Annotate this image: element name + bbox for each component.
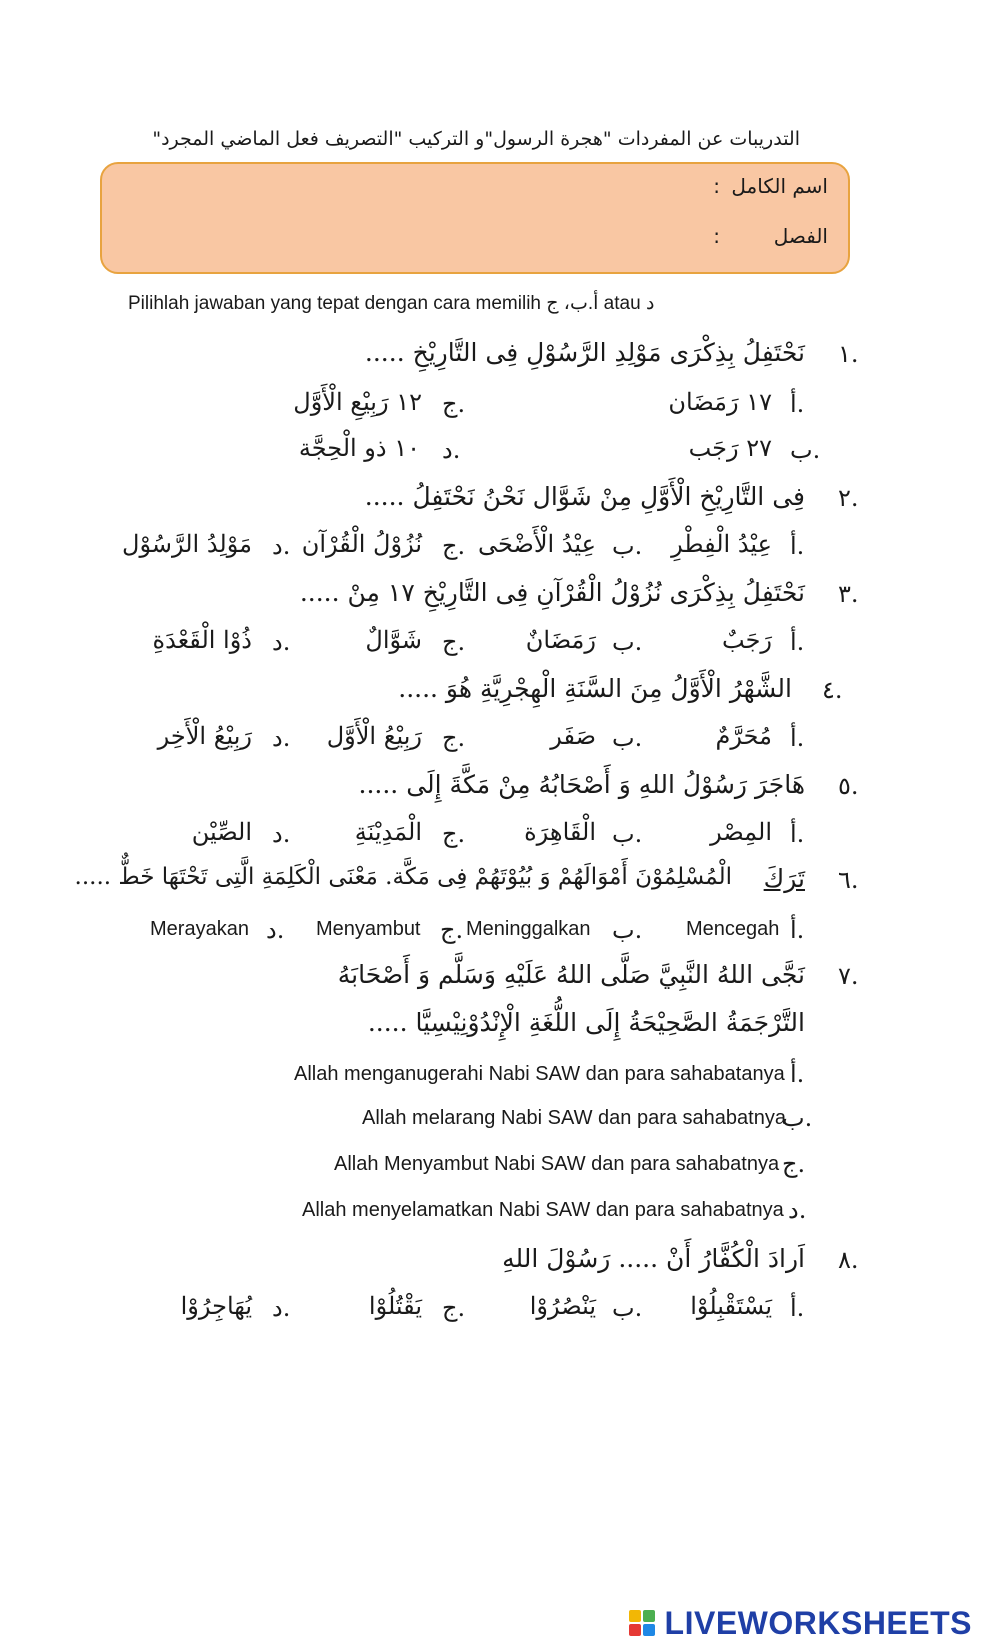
option-text-3a[interactable]: رَجَبٌ — [722, 626, 772, 654]
option-text-8a[interactable]: يَسْتَقْبِلُوْا — [690, 1292, 772, 1320]
question-number-7: ٧. — [838, 962, 859, 990]
option-text-8c[interactable]: يَقْتُلُوْا — [368, 1292, 422, 1320]
option-text-2d[interactable]: مَوْلِدُ الرَّسُوْل — [122, 530, 252, 558]
option-text-7c[interactable]: Allah Menyambut Nabi SAW dan para sahabatnya — [334, 1153, 780, 1175]
option-letter-2d[interactable]: د. — [272, 532, 291, 560]
option-text-1a[interactable]: ١٧ رَمَضَان — [668, 388, 772, 416]
option-letter-4c[interactable]: ج. — [442, 724, 466, 752]
option-letter-1a[interactable]: أ. — [790, 390, 805, 418]
option-text-5d[interactable]: الصِّيْن — [191, 818, 252, 846]
question-text-1: نَحْتَفِلُ بِذِكْرَى مَوْلِدِ الرَّسُوْلِ فِى التَّارِيْخِ ..... — [364, 338, 805, 367]
option-letter-4a[interactable]: أ. — [790, 724, 805, 752]
option-text-6c[interactable]: Menyambut — [316, 918, 421, 940]
logo-icon — [629, 1610, 659, 1638]
name-label: اسم الكامل — [731, 174, 828, 198]
option-letter-7d[interactable]: د. — [788, 1196, 807, 1224]
class-label: الفصل — [773, 224, 828, 248]
option-letter-4b[interactable]: ب. — [612, 724, 643, 752]
question-text-8: اَرادَ الْكُفَّارُ أَنْ ..... رَسُوْلَ اللهِ — [502, 1244, 805, 1273]
option-letter-8d[interactable]: د. — [272, 1294, 291, 1322]
option-letter-6d[interactable]: د. — [266, 916, 285, 944]
option-text-2c[interactable]: نُزُوْلُ الْقُرْآن — [301, 530, 422, 558]
question-text-7-line2: التَّرْجَمَةُ الصَّحِيْحَةُ إِلَى اللُّغَةِ الْإِنْدُوْنِيْسِيَّا ..... — [367, 1008, 805, 1037]
question-text-3: نَحْتَفِلُ بِذِكْرَى نُزُوْلُ الْقُرْآنِ فِى التَّارِيْخِ ١٧ مِنْ ..... — [299, 578, 805, 607]
option-letter-8b[interactable]: ب. — [612, 1294, 643, 1322]
option-text-7b[interactable]: Allah melarang Nabi SAW dan para sahabatnya — [362, 1107, 786, 1129]
name-colon: : — [713, 174, 720, 198]
option-letter-3d[interactable]: د. — [272, 628, 291, 656]
option-letter-5d[interactable]: د. — [272, 820, 291, 848]
student-info-box — [100, 162, 850, 274]
option-letter-2b[interactable]: ب. — [612, 532, 643, 560]
option-text-7a[interactable]: Allah menganugerahi Nabi SAW dan para sahabatanya — [294, 1063, 785, 1085]
option-text-8b[interactable]: يَنْصُرُوْا — [529, 1292, 596, 1320]
instruction-text: Pilihlah jawaban yang tepat dengan cara memilih أ.ب، ج atau د — [128, 293, 655, 314]
option-text-6a[interactable]: Mencegah — [686, 918, 780, 940]
option-letter-1b[interactable]: ب. — [790, 436, 821, 464]
option-text-2b[interactable]: عِيْدُ الْأَضْحَى — [477, 530, 596, 558]
question-number-6: ٦. — [838, 866, 859, 894]
question-text-7: نَجَّى اللهُ النَّبِيَّ صَلَّى اللهُ عَلَيْهِ وَسَلَّم وَ أَصْحَابَهُ — [337, 960, 805, 989]
option-letter-5b[interactable]: ب. — [612, 820, 643, 848]
option-text-4b[interactable]: صَفَر — [550, 722, 596, 750]
option-letter-5c[interactable]: ج. — [442, 820, 466, 848]
option-letter-2c[interactable]: ج. — [442, 532, 466, 560]
liveworksheets-logo — [629, 1605, 972, 1642]
option-text-5b[interactable]: الْقَاهِرَة — [524, 818, 596, 846]
option-letter-4d[interactable]: د. — [272, 724, 291, 752]
option-text-3b[interactable]: رَمَضَانٌ — [525, 626, 596, 654]
question-underlined-word-6: تَرَكَ — [763, 864, 805, 893]
option-letter-7b[interactable]: ب. — [782, 1104, 813, 1132]
question-text-2: فِى التَّارِيْخِ الْأَوَّلِ مِنْ شَوَّال نَحْنُ نَحْتَفِلُ ..... — [364, 482, 805, 511]
option-text-1b[interactable]: ٢٧ رَجَب — [688, 434, 772, 462]
option-letter-3a[interactable]: أ. — [790, 628, 805, 656]
option-text-4d[interactable]: رَبِيْعُ الْأَخِر — [157, 722, 252, 750]
option-text-2a[interactable]: عِيْدُ الْفِطْرِ — [671, 530, 772, 558]
option-letter-6b[interactable]: ب. — [612, 916, 643, 944]
question-text-5: هَاجَرَ رَسُوْلُ اللهِ وَ أَصْحَابُهُ مِنْ مَكَّةَ إِلَى ..... — [358, 770, 805, 799]
class-colon: : — [713, 224, 720, 248]
logo-text: LIVEWORKSHEETS — [664, 1605, 972, 1641]
question-number-4: ٤. — [822, 676, 843, 704]
option-letter-2a[interactable]: أ. — [790, 532, 805, 560]
option-text-3d[interactable]: ذُوْا الْقَعْدَةِ — [152, 626, 252, 654]
option-letter-6c[interactable]: ج. — [440, 916, 464, 944]
worksheet-title: التدريبات عن المفردات "هجرة الرسول"و التركيب "التصريف فعل الماضي المجرد" — [152, 128, 800, 150]
option-text-8d[interactable]: يُهَاجِرُوْا — [180, 1292, 252, 1320]
question-number-8: ٨. — [838, 1246, 859, 1274]
option-letter-1c[interactable]: ج. — [442, 390, 466, 418]
option-text-5c[interactable]: الْمَدِيْنَةِ — [354, 818, 422, 846]
option-text-3c[interactable]: شَوَّالٌ — [365, 626, 422, 654]
question-number-2: ٢. — [838, 484, 859, 512]
option-text-1d[interactable]: ١٠ ذو الْحِجَّة — [298, 434, 420, 462]
option-text-6d[interactable]: Merayakan — [150, 918, 249, 940]
question-number-5: ٥. — [838, 772, 859, 800]
question-number-3: ٣. — [838, 580, 859, 608]
option-letter-8a[interactable]: أ. — [790, 1294, 805, 1322]
option-letter-1d[interactable]: د. — [442, 436, 461, 464]
option-text-6b[interactable]: Meninggalkan — [466, 918, 591, 940]
question-text-6: الْمُسْلِمُوْنَ أَمْوَالَهُمْ وَ بُيُوْتَهُمْ فِى مَكَّة. مَعْنَى الْكَلِمَةِ الَّتِى تَحْتَهَا خَطٌّ ..... — [74, 864, 732, 890]
option-text-4c[interactable]: رَبِيْعُ الْأَوَّل — [326, 722, 422, 750]
option-letter-6a[interactable]: أ. — [790, 916, 805, 944]
option-text-7d[interactable]: Allah menyelamatkan Nabi SAW dan para sahabatnya — [302, 1199, 784, 1221]
option-letter-7a[interactable]: أ. — [790, 1060, 805, 1088]
option-text-4a[interactable]: مُحَرَّمٌ — [715, 722, 772, 750]
question-number-1: ١. — [838, 340, 859, 368]
option-letter-8c[interactable]: ج. — [442, 1294, 466, 1322]
option-letter-7c[interactable]: ج. — [782, 1150, 806, 1178]
option-text-1c[interactable]: ١٢ رَبِيْعِ الْأَوَّل — [293, 388, 422, 416]
option-text-5a[interactable]: المِصْر — [710, 818, 772, 846]
question-text-4: الشَّهْرُ الْأَوَّلُ مِنَ السَّنَةِ الْهِجْرِيَّةِ هُوَ ..... — [398, 674, 792, 703]
option-letter-3c[interactable]: ج. — [442, 628, 466, 656]
option-letter-5a[interactable]: أ. — [790, 820, 805, 848]
option-letter-3b[interactable]: ب. — [612, 628, 643, 656]
